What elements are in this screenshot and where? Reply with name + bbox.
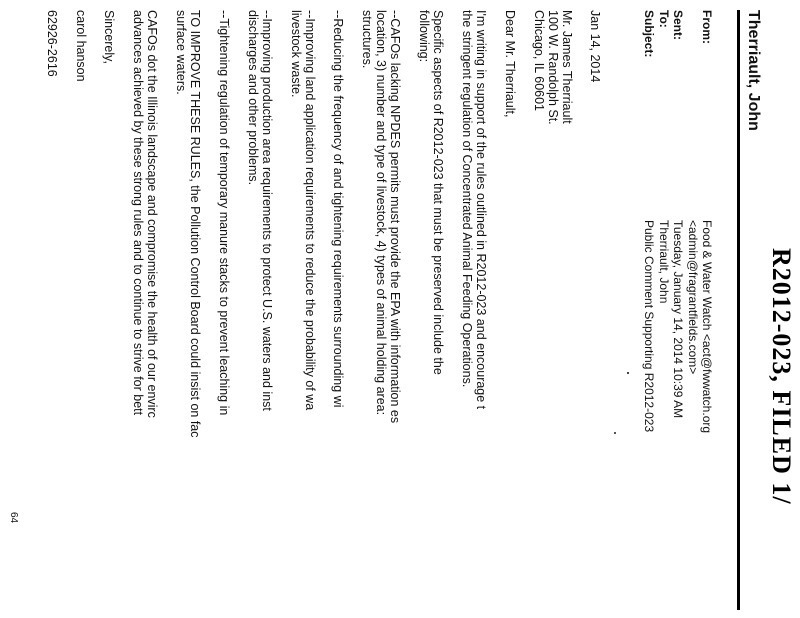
intro-line-1: I'm writing in support of the rules outlined in R2012-023 and encourage t: [474, 10, 488, 410]
bullet-3-line-2: livestock waste.: [289, 10, 303, 98]
signoff: Sincerely,: [102, 10, 116, 64]
salutation: Dear Mr. Therriault,: [503, 10, 517, 118]
sent-label: Sent:: [671, 10, 685, 40]
from-value-line-2: <admin@fragrantfields.com>: [686, 220, 700, 375]
address-line-1: Mr. James Therriault: [560, 10, 574, 124]
filing-stamp: R2012-023, FILED 1/: [767, 248, 796, 505]
scan-speck: [614, 432, 616, 434]
signer-zip: 62926-2616: [45, 10, 59, 77]
scan-speck: [627, 372, 629, 374]
intro-line-2: the stringent regulation of Concentrated Animal Feeding Operations.: [460, 10, 474, 388]
bullet-4-line-1: --Improving production area requirements to protect U.S. waters and inst: [260, 10, 274, 411]
address-line-2: 100 W. Randolph St.: [546, 10, 560, 125]
subject-value: Public Comment Supporting R2012-023: [642, 220, 656, 433]
recipient-name-heading: Therriault, John: [745, 10, 762, 131]
letter-date: Jan 14, 2014: [588, 10, 602, 83]
bullet-4-line-2: discharges and other problems.: [246, 10, 260, 186]
aspects-heading-line-1: Specific aspects of R2012-023 that must be preserved include the: [431, 10, 445, 375]
improve-line-2: surface waters.: [174, 10, 188, 95]
sent-value: Tuesday, January 14, 2014 10:39 AM: [671, 220, 685, 419]
from-label: From:: [700, 10, 714, 44]
from-value-line-1: Food & Water Watch <act@fwwatch.org: [700, 220, 714, 434]
to-label: To:: [657, 10, 671, 28]
bullet-1-line-3: structures.: [360, 10, 374, 69]
subject-label: Subject:: [642, 10, 656, 58]
header-divider-line: [737, 10, 740, 610]
closing-line-1: CAFOs dot the Illinois landscape and compromise the health of our envirc: [145, 10, 159, 418]
bullet-3-line-1: --Improving land application requirements to reduce the probability of wa: [303, 10, 317, 411]
page-number: 64: [8, 512, 19, 524]
address-line-3: Chicago, IL 60601: [532, 10, 546, 112]
bullet-5-line-1: --Tightening regulation of temporary manure stacks to prevent leaching in: [217, 10, 231, 416]
aspects-heading-line-2: following:: [417, 10, 431, 63]
bullet-1-line-1: --CAFOs lacking NPDES permits must provide the EPA with information es: [388, 10, 402, 424]
to-value: Therriault, John: [657, 220, 671, 304]
bullet-2-line-1: --Reducing the frequency of and tightening requirements surrounding wi: [331, 10, 345, 408]
bullet-1-line-2: location, 3) number and type of livestock, 4) types of animal holding area:: [374, 10, 388, 416]
closing-line-2: advances achieved by these strong rules and to continue to strive for bett: [131, 10, 145, 416]
signer-name: carol hanson: [74, 10, 88, 82]
improve-line-1: TO IMPROVE THESE RULES, the Pollution Control Board could insist on fac: [188, 10, 202, 438]
